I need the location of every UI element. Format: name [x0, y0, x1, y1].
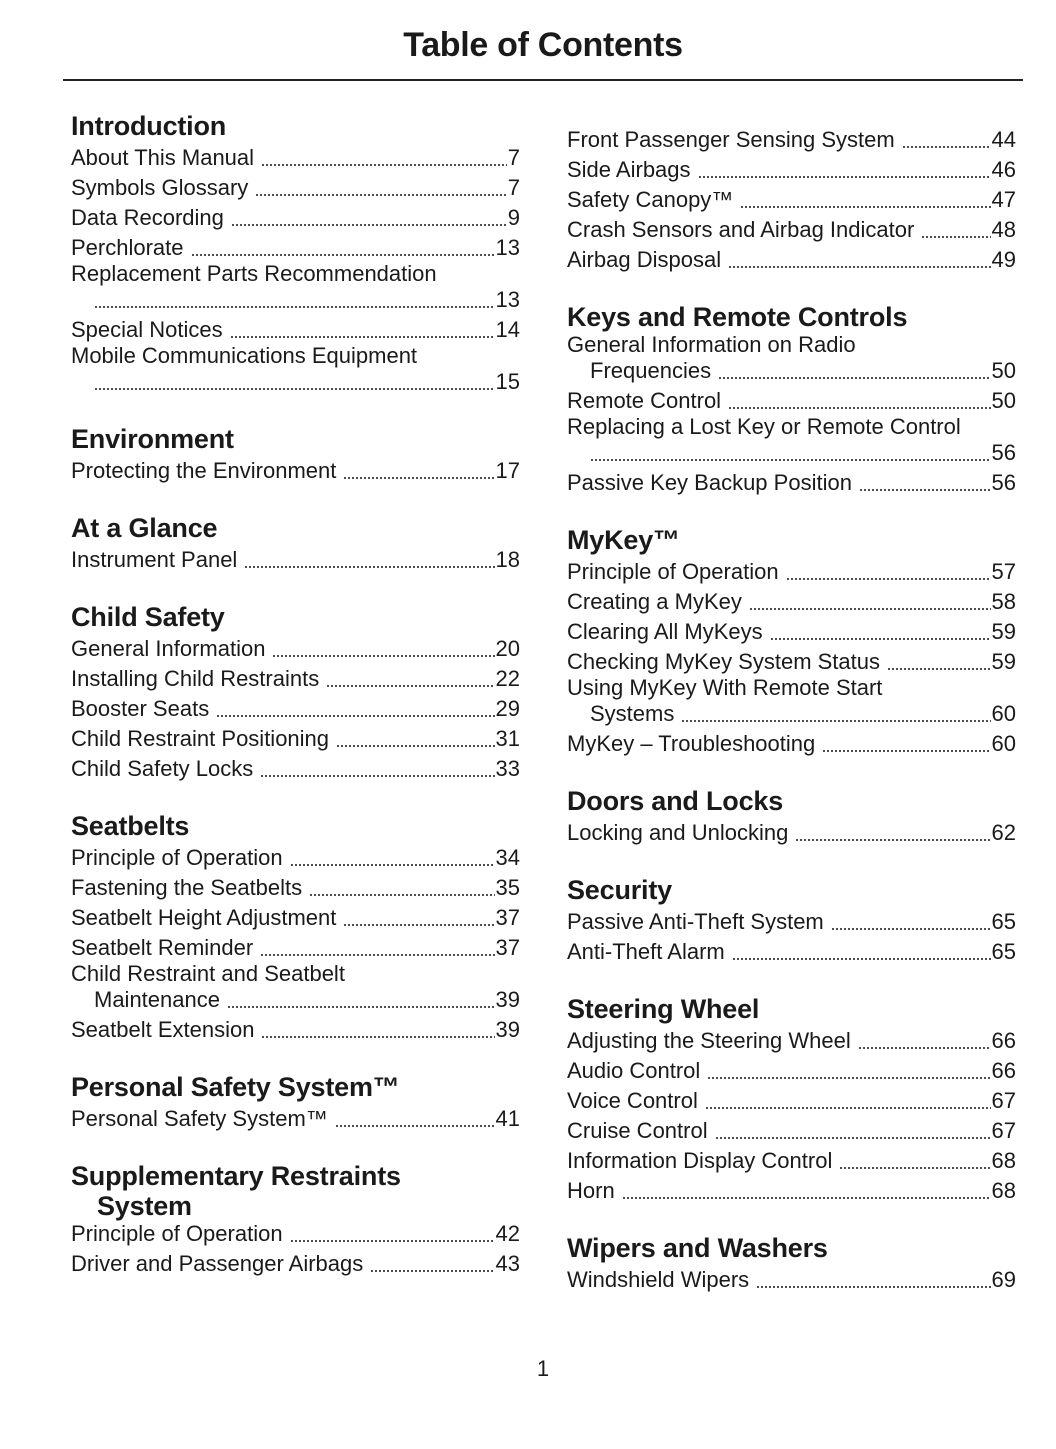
- dot-leader: [681, 720, 990, 722]
- toc-entry-page: 7: [507, 175, 520, 200]
- dot-leader: [839, 1167, 990, 1169]
- toc-entry-page: 67: [991, 1088, 1016, 1113]
- section-heading-text: At a Glance: [71, 513, 218, 543]
- section-heading: [71, 422, 520, 456]
- dot-leader: [740, 206, 990, 208]
- toc-entry[interactable]: [567, 356, 1016, 386]
- section-heading-text: Security: [567, 875, 672, 905]
- toc-entry-title: Principle of Operation: [567, 559, 779, 584]
- title-divider: [63, 79, 1023, 81]
- toc-entry[interactable]: [567, 907, 1016, 937]
- toc-entry-page: 29: [495, 696, 520, 721]
- section-heading-text: MyKey™: [567, 525, 680, 555]
- toc-entry-page: 39: [495, 1017, 520, 1042]
- toc-entry-page: 69: [991, 1267, 1016, 1292]
- toc-entry[interactable]: [71, 873, 520, 903]
- toc-entry-page: 47: [991, 187, 1016, 212]
- toc-entry-page: 62: [991, 820, 1016, 845]
- dot-leader: [795, 839, 990, 841]
- toc-entry-title: Passive Anti-Theft System: [567, 909, 824, 934]
- toc-entry-page: 65: [991, 939, 1016, 964]
- toc-section: [71, 1070, 520, 1134]
- toc-entry-wrapped[interactable]: [71, 963, 520, 1015]
- toc-entry-page: 44: [991, 127, 1016, 152]
- toc-entry-page: 68: [991, 1178, 1016, 1203]
- toc-entry[interactable]: [71, 724, 520, 754]
- toc-entry[interactable]: [71, 285, 520, 315]
- toc-entry[interactable]: [567, 1146, 1016, 1176]
- toc-entry-page: 35: [495, 875, 520, 900]
- dot-leader: [728, 266, 990, 268]
- toc-section: [71, 109, 520, 397]
- toc-entry-page: 31: [495, 726, 520, 751]
- toc-entry-title: Audio Control: [567, 1058, 701, 1083]
- toc-entry[interactable]: [71, 203, 520, 233]
- toc-entry-title: Adjusting the Steering Wheel: [567, 1028, 851, 1053]
- dot-leader: [749, 608, 991, 610]
- toc-entry-page: 22: [495, 666, 520, 691]
- dot-leader: [309, 894, 494, 896]
- toc-entry-title: MyKey – Troubleshooting: [567, 731, 816, 756]
- toc-entry-page: 58: [991, 589, 1016, 614]
- toc-column-left: [71, 109, 520, 1279]
- toc-entry-title: Side Airbags: [567, 157, 691, 182]
- dot-leader: [94, 306, 495, 308]
- toc-entry-wrapped[interactable]: [567, 334, 1016, 386]
- toc-entry[interactable]: [567, 699, 1016, 729]
- toc-entry[interactable]: [567, 1026, 1016, 1056]
- section-heading: [71, 600, 520, 634]
- toc-entry-title: Child Restraint Positioning: [71, 726, 330, 751]
- dot-leader: [831, 928, 991, 930]
- toc-entry[interactable]: [71, 233, 520, 263]
- toc-entry-title: Horn: [567, 1178, 615, 1203]
- toc-entry[interactable]: [567, 617, 1016, 647]
- toc-entry-title: Mobile Communications Equipment: [71, 343, 418, 368]
- dot-leader: [698, 176, 991, 178]
- toc-entry[interactable]: [567, 1116, 1016, 1146]
- toc-entry-title: Replacing a Lost Key or Remote Control: [567, 414, 961, 439]
- toc-entry-title: Cruise Control: [567, 1118, 708, 1143]
- toc-entry-title: Anti-Theft Alarm: [567, 939, 725, 964]
- toc-entry-title: Special Notices: [71, 317, 223, 342]
- toc-entry-page: 20: [495, 636, 520, 661]
- toc-entry-title: Seatbelt Height Adjustment: [71, 905, 337, 930]
- toc-entry-title: Seatbelt Extension: [71, 1017, 255, 1042]
- toc-entry[interactable]: [567, 557, 1016, 587]
- toc-entry[interactable]: [71, 1104, 520, 1134]
- toc-entry-wrapped[interactable]: [567, 416, 1016, 468]
- toc-entry-page: 39: [495, 987, 520, 1012]
- dot-leader: [728, 407, 990, 409]
- section-heading: [567, 873, 1016, 907]
- toc-section: [71, 809, 520, 1045]
- toc-entry-title: Using MyKey With Remote Start: [567, 675, 883, 700]
- toc-entry[interactable]: [71, 143, 520, 173]
- toc-entry-page: 48: [991, 217, 1016, 242]
- toc-entry-page: 59: [991, 649, 1016, 674]
- toc-entry[interactable]: [567, 729, 1016, 759]
- toc-entry[interactable]: [567, 1056, 1016, 1086]
- toc-entry-page: 60: [991, 701, 1016, 726]
- section-heading-text: Wipers and Washers: [567, 1233, 828, 1263]
- dot-leader: [290, 864, 495, 866]
- toc-entry-page: 34: [495, 845, 520, 870]
- page-number: 1: [536, 1356, 550, 1381]
- dot-leader: [715, 1137, 991, 1139]
- dot-leader: [822, 750, 990, 752]
- toc-section: [567, 873, 1016, 967]
- toc-entry-title: Booster Seats: [71, 696, 210, 721]
- toc-entry-title: Creating a MyKey: [567, 589, 742, 614]
- dot-leader: [260, 954, 494, 956]
- toc-entry-title: Passive Key Backup Position: [567, 470, 852, 495]
- toc-entry-page: 66: [991, 1028, 1016, 1053]
- section-heading-text: Doors and Locks: [567, 786, 784, 816]
- toc-entry[interactable]: [567, 215, 1016, 245]
- dot-leader: [290, 1240, 495, 1242]
- toc-entry[interactable]: [71, 367, 520, 397]
- toc-section: [71, 422, 520, 486]
- toc-entry-title: General Information: [71, 636, 266, 661]
- toc-entry-title: Front Passenger Sensing System: [567, 127, 895, 152]
- toc-entry-title: Safety Canopy™: [567, 187, 734, 212]
- section-heading-text: Environment: [71, 424, 234, 454]
- section-heading-text: Keys and Remote Controls: [567, 302, 908, 332]
- toc-entry-page: 50: [991, 358, 1016, 383]
- section-heading: [567, 992, 1016, 1026]
- toc-entry[interactable]: [71, 634, 520, 664]
- toc-entry-title: Personal Safety System™: [71, 1106, 328, 1131]
- dot-leader: [786, 578, 991, 580]
- toc-entry-page: 13: [495, 287, 520, 312]
- dot-leader: [272, 655, 494, 657]
- toc-entry-page: 41: [495, 1106, 520, 1131]
- toc-entry-title: Information Display Control: [567, 1148, 833, 1173]
- dot-leader: [887, 668, 991, 670]
- dot-leader: [335, 1125, 495, 1127]
- section-heading: [567, 1231, 1016, 1265]
- toc-entry-wrapped[interactable]: [567, 677, 1016, 729]
- toc-entry-page: 33: [495, 756, 520, 781]
- toc-entry-title: Checking MyKey System Status: [567, 649, 881, 674]
- dot-leader: [255, 194, 506, 196]
- toc-entry-title: Principle of Operation: [71, 845, 283, 870]
- dot-leader: [858, 1047, 991, 1049]
- toc-entry[interactable]: [71, 1015, 520, 1045]
- section-heading-text: Introduction: [71, 111, 227, 141]
- toc-entry-title: Principle of Operation: [71, 1221, 283, 1246]
- toc-entry-title: Windshield Wipers: [567, 1267, 750, 1292]
- dot-leader: [336, 745, 494, 747]
- toc-entry-title: Seatbelt Reminder: [71, 935, 254, 960]
- toc-section: [71, 511, 520, 575]
- toc-section: [567, 784, 1016, 848]
- toc-entry[interactable]: [71, 315, 520, 345]
- dot-leader: [718, 377, 990, 379]
- toc-entry-page: 67: [991, 1118, 1016, 1143]
- toc-entry-title: Fastening the Seatbelts: [71, 875, 303, 900]
- toc-entry-title-continuation: Systems: [590, 701, 675, 726]
- page-title: Table of Contents: [403, 26, 683, 64]
- dot-leader: [343, 477, 494, 479]
- toc-entry-title: Crash Sensors and Airbag Indicator: [567, 217, 915, 242]
- toc-entry-page: 60: [991, 731, 1016, 756]
- toc-entry-page: 68: [991, 1148, 1016, 1173]
- toc-entry-title: Perchlorate: [71, 235, 184, 260]
- toc-entry-title: Clearing All MyKeys: [567, 619, 763, 644]
- dot-leader: [770, 638, 991, 640]
- section-heading: [567, 784, 1016, 818]
- toc-entry[interactable]: [567, 647, 1016, 677]
- dot-leader: [244, 566, 494, 568]
- dot-leader: [326, 685, 494, 687]
- section-heading: [71, 809, 520, 843]
- toc-entry-page: 50: [991, 388, 1016, 413]
- dot-leader: [261, 164, 507, 166]
- toc-entry-page: 43: [495, 1251, 520, 1276]
- dot-leader: [756, 1286, 990, 1288]
- toc-entry-page: 37: [495, 905, 520, 930]
- toc-section: [567, 300, 1016, 498]
- toc-entry[interactable]: [567, 587, 1016, 617]
- toc-entry-wrapped[interactable]: [71, 345, 520, 397]
- toc-entry[interactable]: [71, 456, 520, 486]
- toc-entry-title-continuation: Frequencies: [590, 358, 712, 383]
- toc-section: [567, 992, 1016, 1206]
- section-heading-text: Child Safety: [71, 602, 225, 632]
- toc-section: [567, 523, 1016, 759]
- toc-entry[interactable]: [567, 818, 1016, 848]
- toc-entry[interactable]: [567, 937, 1016, 967]
- toc-entry[interactable]: [567, 1176, 1016, 1206]
- toc-entry-page: 37: [495, 935, 520, 960]
- dot-leader: [227, 1006, 495, 1008]
- toc-section: [567, 125, 1016, 275]
- toc-entry[interactable]: [567, 155, 1016, 185]
- toc-entry-title: Voice Control: [567, 1088, 698, 1113]
- dot-leader: [707, 1077, 990, 1079]
- dot-leader: [216, 715, 494, 717]
- toc-entry-title: Protecting the Environment: [71, 458, 337, 483]
- toc-column-right: [567, 125, 1016, 1295]
- toc-entry-page: 18: [495, 547, 520, 572]
- dot-leader: [261, 1036, 494, 1038]
- dot-leader: [622, 1197, 991, 1199]
- toc-entry[interactable]: [567, 245, 1016, 275]
- toc-entry-title: Locking and Unlocking: [567, 820, 789, 845]
- toc-entry-title: Airbag Disposal: [567, 247, 722, 272]
- toc-entry[interactable]: [567, 468, 1016, 498]
- toc-entry[interactable]: [71, 1249, 520, 1279]
- section-heading: [71, 1159, 520, 1219]
- toc-entry[interactable]: [71, 903, 520, 933]
- section-heading: [567, 300, 1016, 334]
- toc-entry-title: About This Manual: [71, 145, 255, 170]
- toc-entry-page: 42: [495, 1221, 520, 1246]
- toc-entry-title: Symbols Glossary: [71, 175, 249, 200]
- toc-entry-title: Child Restraint and Seatbelt: [71, 961, 345, 986]
- toc-entry-page: 49: [991, 247, 1016, 272]
- toc-entry-title-continuation: Maintenance: [94, 987, 220, 1012]
- toc-entry[interactable]: [71, 545, 520, 575]
- section-heading: [71, 109, 520, 143]
- toc-entry-page: 65: [991, 909, 1016, 934]
- toc-entry[interactable]: [567, 1265, 1016, 1295]
- dot-leader: [231, 224, 507, 226]
- dot-leader: [94, 388, 495, 390]
- toc-entry-page: 15: [495, 369, 520, 394]
- toc-entry[interactable]: [71, 985, 520, 1015]
- dot-leader: [260, 775, 494, 777]
- toc-entry-title: Remote Control: [567, 388, 722, 413]
- toc-entry[interactable]: [567, 438, 1016, 468]
- dot-leader: [343, 924, 494, 926]
- dot-leader: [902, 146, 991, 148]
- toc-entry-title: Instrument Panel: [71, 547, 238, 572]
- section-heading: [567, 523, 1016, 557]
- toc-entry[interactable]: [71, 664, 520, 694]
- section-heading-text: Supplementary Restraints: [71, 1161, 401, 1191]
- section-heading-text: Seatbelts: [71, 811, 190, 841]
- toc-section: [71, 600, 520, 784]
- toc-entry-page: 14: [495, 317, 520, 342]
- section-heading: [71, 511, 520, 545]
- toc-section: [71, 1159, 520, 1279]
- toc-entry-title: Data Recording: [71, 205, 224, 230]
- dot-leader: [230, 336, 495, 338]
- toc-entry[interactable]: [71, 843, 520, 873]
- toc-entry[interactable]: [71, 754, 520, 784]
- toc-entry[interactable]: [567, 125, 1016, 155]
- toc-entry-page: 56: [991, 470, 1016, 495]
- toc-entry-title: Child Safety Locks: [71, 756, 254, 781]
- toc-entry-page: 7: [507, 145, 520, 170]
- toc-entry-page: 66: [991, 1058, 1016, 1083]
- section-heading: [71, 1070, 520, 1104]
- toc-entry-title: Installing Child Restraints: [71, 666, 320, 691]
- section-heading-text: Steering Wheel: [567, 994, 760, 1024]
- toc-entry-page: 9: [507, 205, 520, 230]
- toc-entry[interactable]: [71, 933, 520, 963]
- toc-entry-title: General Information on Radio: [567, 332, 856, 357]
- toc-entry-wrapped[interactable]: [71, 263, 520, 315]
- dot-leader: [732, 958, 991, 960]
- toc-entry[interactable]: [567, 185, 1016, 215]
- dot-leader: [590, 459, 991, 461]
- section-heading-continuation: System: [97, 1191, 192, 1221]
- dot-leader: [705, 1107, 991, 1109]
- toc-entry[interactable]: [71, 694, 520, 724]
- dot-leader: [370, 1270, 494, 1272]
- toc-entry-page: 17: [495, 458, 520, 483]
- toc-entry-title: Driver and Passenger Airbags: [71, 1251, 364, 1276]
- toc-entry-page: 46: [991, 157, 1016, 182]
- dot-leader: [191, 254, 495, 256]
- toc-entry-page: 56: [991, 440, 1016, 465]
- toc-entry[interactable]: [71, 173, 520, 203]
- dot-leader: [859, 489, 991, 491]
- toc-entry[interactable]: [567, 386, 1016, 416]
- toc-entry-title: Replacement Parts Recommendation: [71, 261, 437, 286]
- toc-entry-page: 59: [991, 619, 1016, 644]
- toc-entry-page: 13: [495, 235, 520, 260]
- dot-leader: [921, 236, 990, 238]
- section-heading-text: Personal Safety System™: [71, 1072, 400, 1102]
- toc-entry[interactable]: [71, 1219, 520, 1249]
- toc-section: [567, 1231, 1016, 1295]
- toc-entry-page: 57: [991, 559, 1016, 584]
- toc-entry[interactable]: [567, 1086, 1016, 1116]
